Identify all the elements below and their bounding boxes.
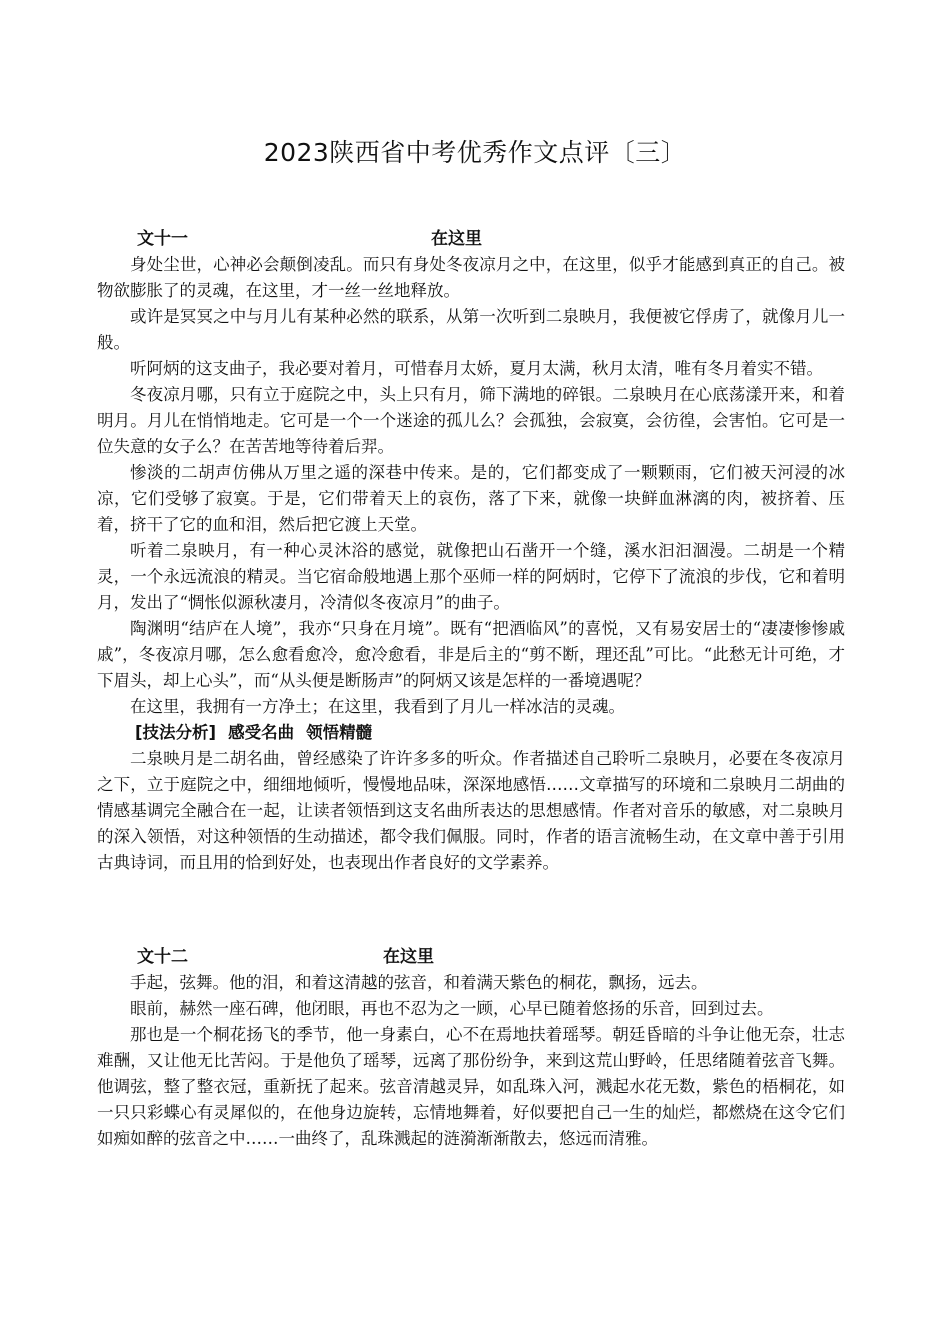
essay-paragraph: 眼前，赫然一座石碑，他闭眼，再也不忍为之一顾，心早已随着悠扬的乐音，回到过去。 (130, 999, 774, 1018)
analysis-heading (97, 720, 845, 746)
essay-paragraph: 或许是冥冥之中与月儿有某种必然的联系，从第一次听到二泉映月，我便被它俘虏了，就像月儿一般。 (97, 307, 845, 352)
analysis-label: [技法分析] (135, 723, 217, 742)
essay-paragraph: 身处尘世，心神必会颠倒凌乱。而只有身处冬夜凉月之中，在这里，似乎才能感到真正的自己。被物欲膨胀了的灵魂，在这里，才一丝一丝地释放。 (97, 255, 845, 300)
essay-paragraph: 冬夜凉月哪，只有立于庭院之中，头上只有月，筛下满地的碎银。二泉映月在心底荡漾开来，和着明月。月儿在悄悄地走。它可是一个一个迷途的孤儿么？会孤独，会寂寞，会彷徨，会害怕。它可是一位失意的女子么？在苦苦地等待着后羿。 (97, 385, 845, 456)
essay-number: 文十一 (137, 229, 188, 249)
essay-paragraph: 听着二泉映月，有一种心灵沐浴的感觉，就像把山石凿开一个缝，溪水汩汩涸漫。二胡是一个精灵，一个永远流浪的精灵。当它宿命般地遇上那个巫师一样的阿炳时，它停下了流浪的步伐，它和着明月，发出了“惆怅似源秋凄月，冷清似冬夜凉月”的曲子。 (97, 541, 845, 612)
essay-header (97, 226, 845, 252)
essay-twelve (97, 944, 845, 1152)
essay-paragraph: 惨淡的二胡声仿佛从万里之遥的深巷中传来。是的，它们都变成了一颗颗雨，它们被天河浸的冰凉，它们受够了寂寞。于是，它们带着天上的哀伤，落了下来，就像一块鲜血淋漓的肉，被挤着、压着，挤干了它的血和泪，然后把它渡上天堂。 (97, 463, 845, 534)
essay-paragraph: 陶渊明“结庐在人境”，我亦“只身在月境”。既有“把酒临风”的喜悦，又有易安居士的“凄凄惨惨戚戚”，冬夜凉月哪，怎么愈看愈冷，愈冷愈看，非是后主的“剪不断，理还乱”可比。“此愁无计可绝，才下眉头，却上心头”，而“从头便是断肠声”的阿炳又该是怎样的一番境遇呢？ (97, 619, 845, 690)
essay-number: 文十二 (137, 947, 188, 967)
document-title: 2023陕西省中考优秀作文点评〔三〕 (263, 138, 687, 167)
analysis-text: 二泉映月是二胡名曲，曾经感染了许许多多的听众。作者描述自己聆听二泉映月，必要在冬夜凉月之下，立于庭院之中，细细地倾听，慢慢地品味，深深地感悟……文章描写的环境和二泉映月二胡曲的情感基调完全融合在一起，让读者领悟到这支名曲所表达的思想感情。作者对音乐的敏感，对二泉映月的深入领悟，对这种领悟的生动描述，都令我们佩服。同时，作者的语言流畅生动，在文章中善于引用古典诗词，而且用的恰到好处，也表现出作者良好的文学素养。 (97, 749, 845, 872)
essay-paragraph: 手起，弦舞。他的泪，和着这清越的弦音，和着满天紫色的桐花，飘扬，远去。 (130, 973, 708, 992)
essay-title: 在这里 (383, 947, 434, 967)
essay-paragraph: 在这里，我拥有一方净土；在这里，我看到了月儿一样冰洁的灵魂。 (130, 697, 625, 716)
essay-title: 在这里 (431, 229, 482, 249)
essay-eleven (97, 226, 845, 876)
essay-paragraph: 那也是一个桐花扬飞的季节，他一身素白，心不在焉地扶着瑶琴。朝廷昏暗的斗争让他无奈，壮志难酬，又让他无比苦闷。于是他负了瑶琴，远离了那份纷争，来到这荒山野岭，任思绪随着弦音飞舞。他调弦，整了整衣冠，重新抚了起来。弦音清越灵异，如乱珠入河，溅起水花无数，紫色的梧桐花，如一只只彩蝶心有灵犀似的，在他身边旋转，忘情地舞着，好似要把自己一生的灿烂，都燃烧在这令它们如痴如醉的弦音之中……一曲终了，乱珠溅起的涟漪渐渐散去，悠远而清雅。 (97, 1025, 845, 1148)
analysis-heading-part-2: 领悟精髓 (306, 723, 373, 742)
essay-paragraph: 听阿炳的这支曲子，我必要对着月，可惜春月太娇，夏月太满，秋月太清，唯有冬月着实不错。 (130, 359, 823, 378)
analysis-heading-part-1: 感受名曲 (228, 723, 295, 742)
essay-header (97, 944, 845, 970)
